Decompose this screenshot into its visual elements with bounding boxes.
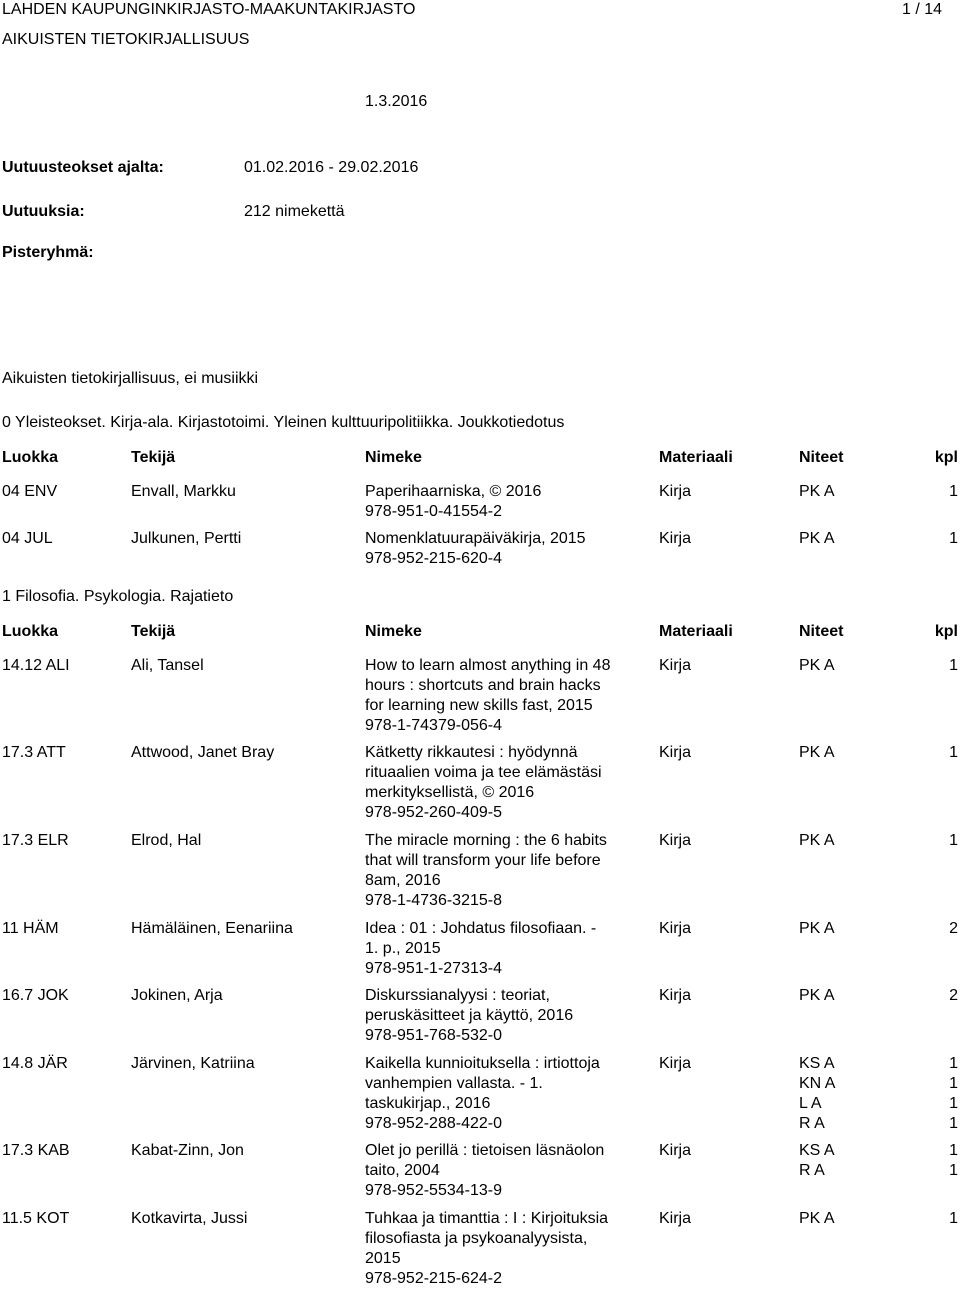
category-title: Aikuisten tietokirjallisuus, ei musiikki bbox=[2, 370, 259, 387]
niteet-location: R A bbox=[799, 1115, 825, 1132]
section-title: 1 Filosofia. Psykologia. Rajatieto bbox=[2, 588, 234, 605]
row-tekija: Envall, Markku bbox=[131, 483, 236, 500]
row-kpl: 2 bbox=[949, 987, 958, 1004]
row-materiaali: Kirja bbox=[659, 832, 692, 849]
nimeke-line: filosofiasta ja psykoanalyysista, bbox=[365, 1230, 588, 1247]
col-kpl: kpl bbox=[934, 623, 958, 640]
nimeke-line: Kaikella kunnioituksella : irtiottoja bbox=[365, 1055, 600, 1072]
row-tekija: Elrod, Hal bbox=[131, 832, 202, 849]
nimeke-line: taito, 2004 bbox=[365, 1162, 440, 1179]
col-luokka: Luokka bbox=[2, 623, 59, 640]
nimeke-line: for learning new skills fast, 2015 bbox=[365, 697, 593, 714]
col-niteet: Niteet bbox=[799, 623, 844, 640]
row-nimeke bbox=[365, 986, 627, 1046]
nimeke-line: 1. p., 2015 bbox=[365, 940, 441, 957]
kpl-count: 1 bbox=[949, 1142, 958, 1159]
col-niteet: Niteet bbox=[799, 449, 844, 466]
row-tekija: Kabat-Zinn, Jon bbox=[131, 1142, 244, 1159]
row-niteet bbox=[799, 1054, 835, 1134]
row-tekija: Ali, Tansel bbox=[131, 657, 204, 674]
niteet-location: KN A bbox=[799, 1075, 836, 1092]
row-niteet: PK A bbox=[799, 1210, 835, 1227]
row-materiaali: Kirja bbox=[659, 1055, 692, 1072]
library-name: LAHDEN KAUPUNGINKIRJASTO-MAAKUNTAKIRJASTO bbox=[2, 1, 416, 18]
table-row bbox=[0, 986, 960, 1044]
row-kpl: 1 bbox=[949, 744, 958, 761]
row-materiaali: Kirja bbox=[659, 1142, 692, 1159]
nimeke-line: rituaalien voima ja tee elämästäsi bbox=[365, 764, 602, 781]
row-tekija: Attwood, Janet Bray bbox=[131, 744, 275, 761]
nimeke-line: taskukirjap., 2016 bbox=[365, 1095, 491, 1112]
table-row bbox=[0, 482, 960, 520]
row-tekija: Jokinen, Arja bbox=[131, 987, 223, 1004]
count-value: 212 nimekettä bbox=[244, 203, 345, 220]
row-luokka: 04 ENV bbox=[2, 483, 58, 500]
row-nimeke bbox=[365, 743, 627, 823]
row-luokka: 11 HÄM bbox=[2, 920, 59, 937]
row-materiaali: Kirja bbox=[659, 1210, 692, 1227]
nimeke-isbn: 978-952-5534-13-9 bbox=[365, 1182, 502, 1199]
nimeke-isbn: 978-951-768-532-0 bbox=[365, 1027, 502, 1044]
row-kpl: 1 bbox=[949, 1210, 958, 1227]
kpl-count: 1 bbox=[949, 1055, 958, 1072]
row-nimeke bbox=[365, 529, 627, 569]
row-luokka: 11.5 KOT bbox=[2, 1210, 70, 1227]
niteet-location: KS A bbox=[799, 1142, 835, 1159]
nimeke-line: The miracle morning : the 6 habits bbox=[365, 832, 607, 849]
row-niteet: PK A bbox=[799, 744, 835, 761]
row-materiaali: Kirja bbox=[659, 987, 692, 1004]
row-luokka: 04 JUL bbox=[2, 530, 53, 547]
row-niteet: PK A bbox=[799, 530, 835, 547]
nimeke-isbn: 978-952-215-624-2 bbox=[365, 1270, 502, 1287]
row-niteet: PK A bbox=[799, 832, 835, 849]
row-kpl bbox=[949, 1141, 958, 1181]
nimeke-isbn: 978-951-0-41554-2 bbox=[365, 503, 502, 520]
row-nimeke bbox=[365, 1209, 627, 1289]
collection-name: AIKUISTEN TIETOKIRJALLISUUS bbox=[2, 31, 250, 48]
niteet-location: R A bbox=[799, 1162, 825, 1179]
col-materiaali: Materiaali bbox=[659, 623, 733, 640]
group-label: Pisteryhmä: bbox=[2, 244, 94, 261]
row-tekija: Kotkavirta, Jussi bbox=[131, 1210, 248, 1227]
nimeke-line: Kätketty rikkautesi : hyödynnä bbox=[365, 744, 578, 761]
nimeke-line: vanhempien vallasta. - 1. bbox=[365, 1075, 543, 1092]
page-number: 1 / 14 bbox=[901, 1, 942, 18]
kpl-count: 1 bbox=[949, 1095, 958, 1112]
row-niteet: PK A bbox=[799, 657, 835, 674]
row-niteet: PK A bbox=[799, 483, 835, 500]
col-nimeke: Nimeke bbox=[365, 623, 422, 640]
nimeke-line: How to learn almost anything in 48 bbox=[365, 657, 611, 674]
col-tekija: Tekijä bbox=[131, 623, 176, 640]
row-kpl: 1 bbox=[949, 832, 958, 849]
kpl-count: 1 bbox=[949, 1115, 958, 1132]
row-niteet: PK A bbox=[799, 920, 835, 937]
table-row bbox=[0, 1209, 960, 1287]
row-luokka: 17.3 KAB bbox=[2, 1142, 70, 1159]
col-luokka: Luokka bbox=[2, 449, 59, 466]
col-materiaali: Materiaali bbox=[659, 449, 733, 466]
nimeke-line: Olet jo perillä : tietoisen läsnäolon bbox=[365, 1142, 605, 1159]
table-row bbox=[0, 919, 960, 977]
niteet-location: KS A bbox=[799, 1055, 835, 1072]
nimeke-line: Idea : 01 : Johdatus filosofiaan. - bbox=[365, 920, 597, 937]
niteet-location: L A bbox=[799, 1095, 822, 1112]
nimeke-line: merkityksellistä, © 2016 bbox=[365, 784, 535, 801]
row-kpl: 1 bbox=[949, 530, 958, 547]
row-kpl: 2 bbox=[949, 920, 958, 937]
table-row bbox=[0, 1141, 960, 1199]
period-label: Uutuusteokset ajalta: bbox=[2, 159, 164, 176]
table-row bbox=[0, 656, 960, 734]
row-nimeke bbox=[365, 831, 627, 911]
nimeke-line: Tuhkaa ja timanttia : I : Kirjoituksia bbox=[365, 1210, 609, 1227]
row-tekija: Järvinen, Katriina bbox=[131, 1055, 255, 1072]
table-row bbox=[0, 743, 960, 821]
nimeke-isbn: 978-1-4736-3215-8 bbox=[365, 892, 502, 909]
row-materiaali: Kirja bbox=[659, 657, 692, 674]
row-nimeke bbox=[365, 482, 627, 522]
count-label: Uutuuksia: bbox=[2, 203, 85, 220]
row-materiaali: Kirja bbox=[659, 744, 692, 761]
nimeke-line: Paperihaarniska, © 2016 bbox=[365, 483, 542, 500]
row-tekija: Julkunen, Pertti bbox=[131, 530, 242, 547]
row-materiaali: Kirja bbox=[659, 483, 692, 500]
row-kpl bbox=[949, 1054, 958, 1134]
row-materiaali: Kirja bbox=[659, 920, 692, 937]
table-row bbox=[0, 529, 960, 567]
nimeke-isbn: 978-952-260-409-5 bbox=[365, 804, 502, 821]
col-kpl: kpl bbox=[934, 449, 958, 466]
report-date: 1.3.2016 bbox=[365, 93, 428, 110]
row-nimeke bbox=[365, 1141, 627, 1201]
row-luokka: 17.3 ATT bbox=[2, 744, 66, 761]
row-nimeke bbox=[365, 656, 627, 736]
nimeke-isbn: 978-951-1-27313-4 bbox=[365, 960, 502, 977]
nimeke-line: Nomenklatuurapäiväkirja, 2015 bbox=[365, 530, 586, 547]
row-kpl: 1 bbox=[949, 483, 958, 500]
nimeke-isbn: 978-952-288-422-0 bbox=[365, 1115, 502, 1132]
row-materiaali: Kirja bbox=[659, 530, 692, 547]
row-nimeke bbox=[365, 919, 627, 979]
row-tekija: Hämäläinen, Eenariina bbox=[131, 920, 293, 937]
table-row bbox=[0, 1054, 960, 1132]
kpl-count: 1 bbox=[949, 1075, 958, 1092]
col-nimeke: Nimeke bbox=[365, 449, 422, 466]
row-luokka: 14.12 ALI bbox=[2, 657, 70, 674]
col-tekija: Tekijä bbox=[131, 449, 176, 466]
nimeke-line: Diskurssianalyysi : teoriat, bbox=[365, 987, 550, 1004]
row-luokka: 14.8 JÄR bbox=[2, 1055, 68, 1072]
nimeke-isbn: 978-1-74379-056-4 bbox=[365, 717, 502, 734]
row-niteet: PK A bbox=[799, 987, 835, 1004]
section-title: 0 Yleisteokset. Kirja-ala. Kirjastotoimi. Yleinen kulttuuripolitiikka. Joukkotiedotus bbox=[2, 414, 565, 431]
row-kpl: 1 bbox=[949, 657, 958, 674]
row-niteet bbox=[799, 1141, 835, 1181]
row-luokka: 16.7 JOK bbox=[2, 987, 69, 1004]
row-nimeke bbox=[365, 1054, 627, 1134]
table-row bbox=[0, 831, 960, 909]
kpl-count: 1 bbox=[949, 1162, 958, 1179]
nimeke-line: hours : shortcuts and brain hacks bbox=[365, 677, 601, 694]
nimeke-isbn: 978-952-215-620-4 bbox=[365, 550, 502, 567]
nimeke-line: 2015 bbox=[365, 1250, 401, 1267]
nimeke-line: that will transform your life before bbox=[365, 852, 601, 869]
nimeke-line: peruskäsitteet ja käyttö, 2016 bbox=[365, 1007, 574, 1024]
period-value: 01.02.2016 - 29.02.2016 bbox=[244, 159, 419, 176]
nimeke-line: 8am, 2016 bbox=[365, 872, 441, 889]
row-luokka: 17.3 ELR bbox=[2, 832, 69, 849]
